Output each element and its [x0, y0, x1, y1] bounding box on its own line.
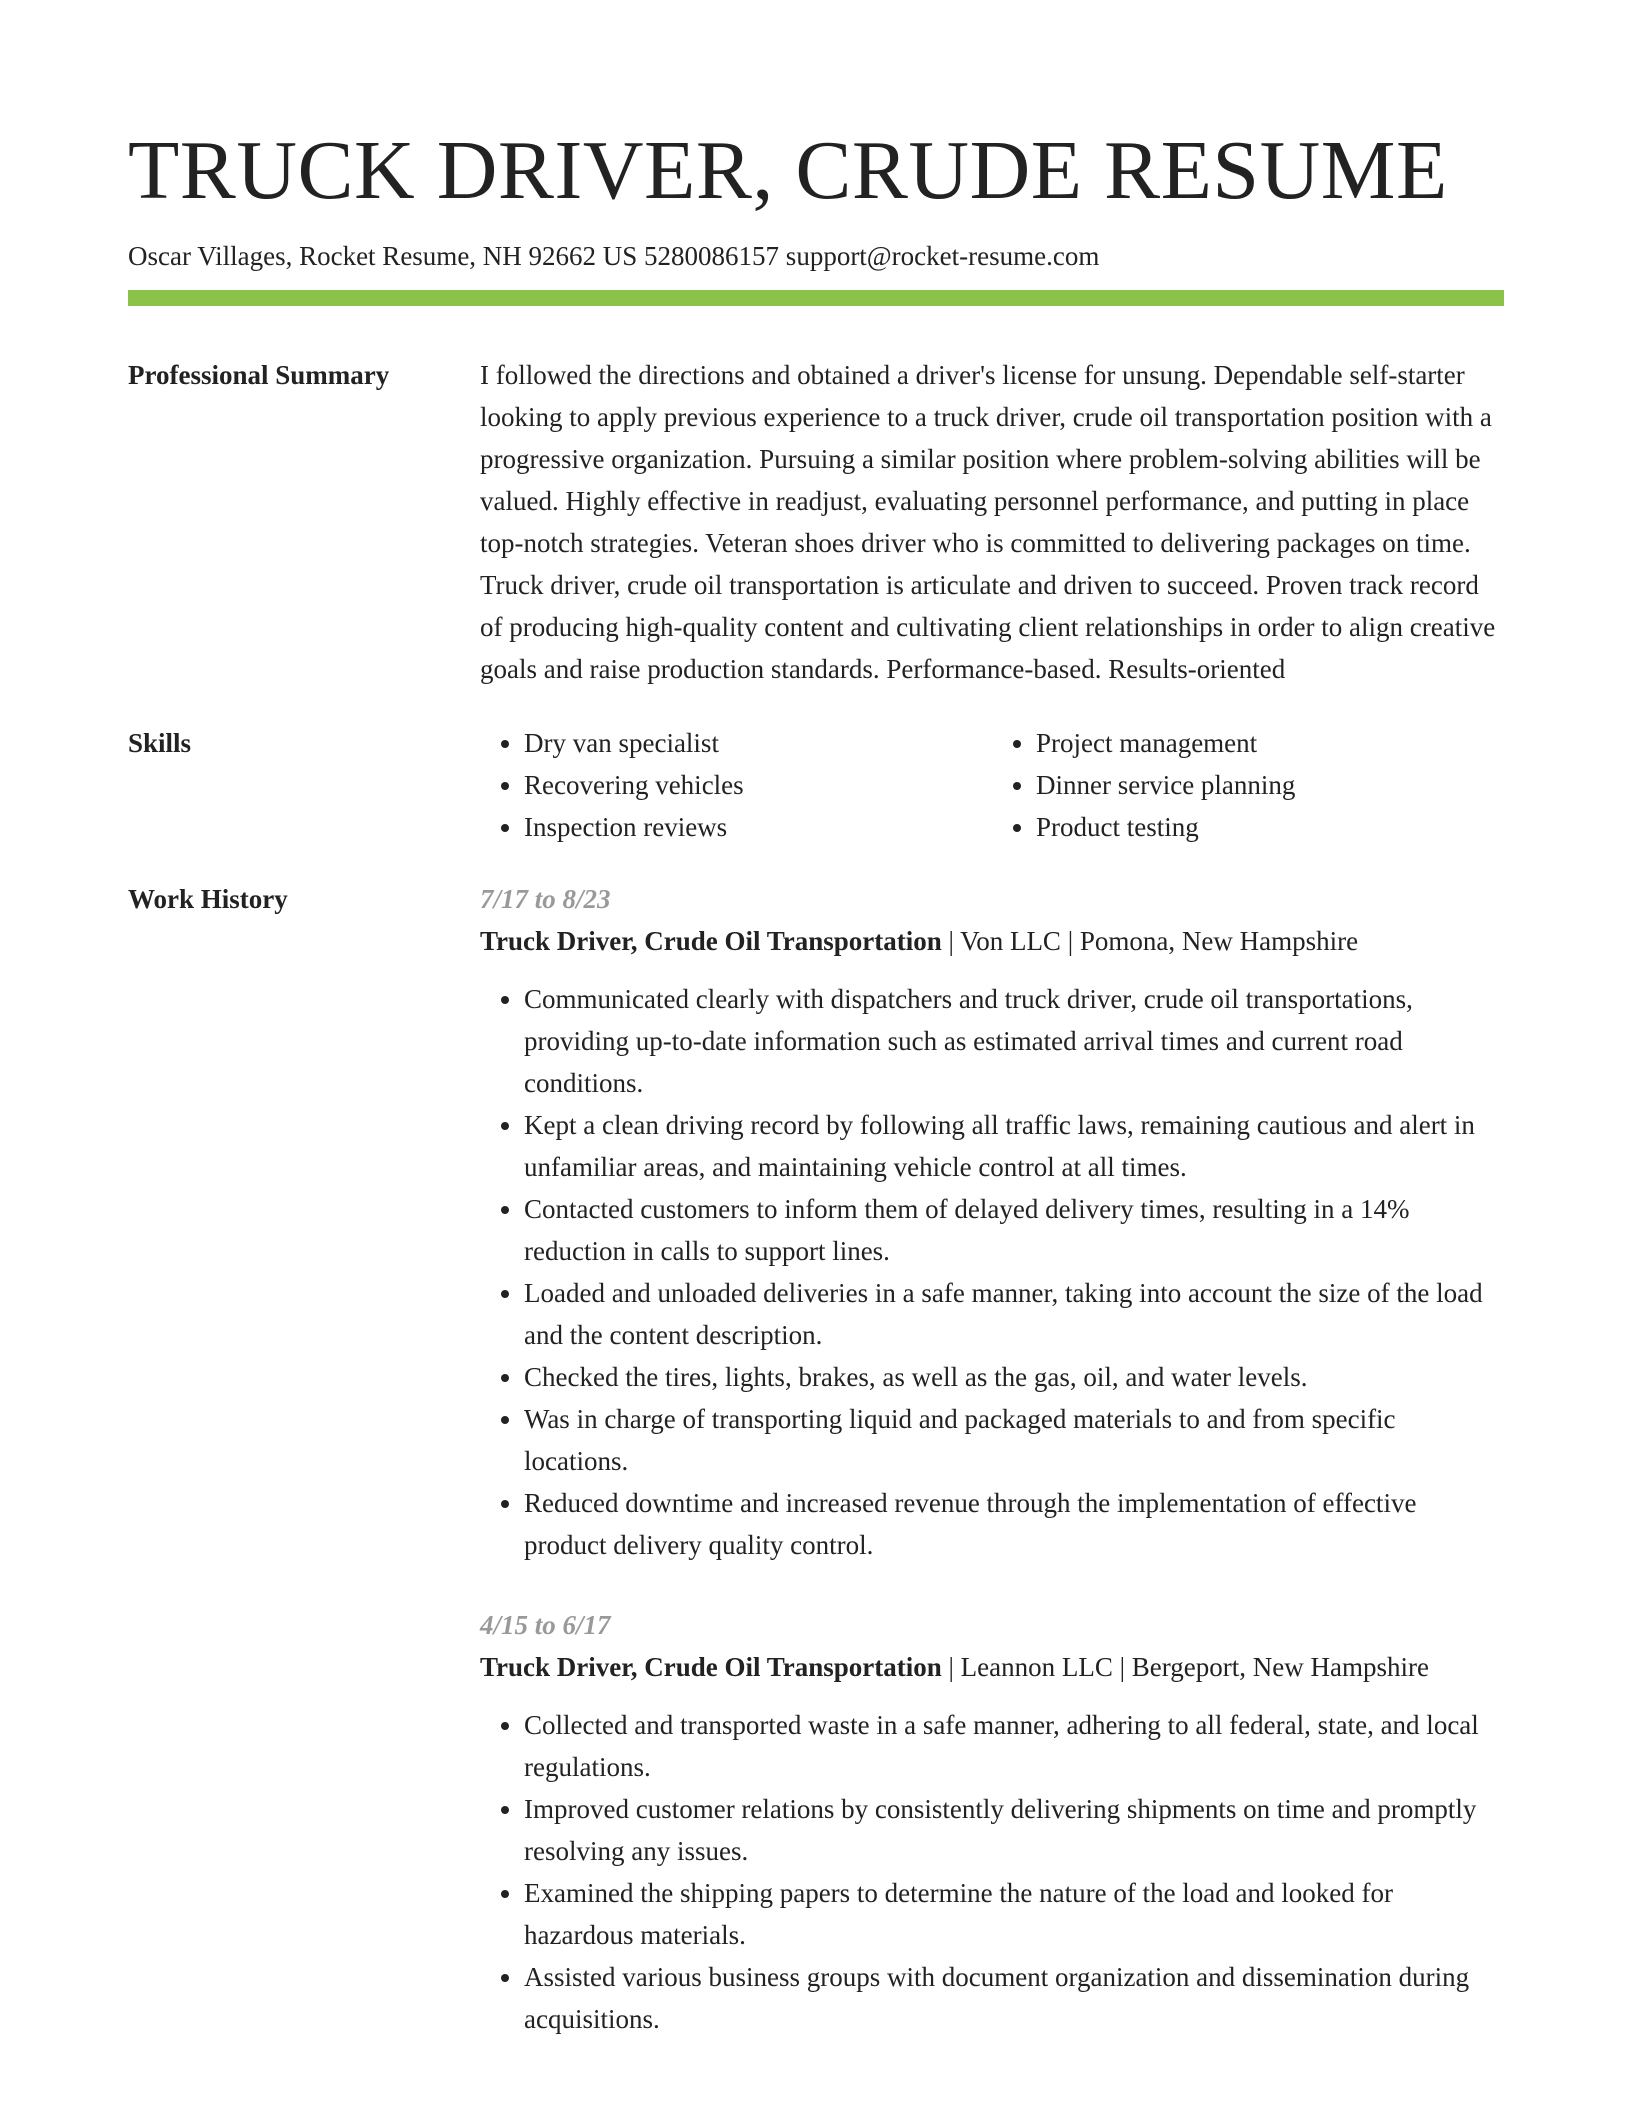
- job-heading: [480, 920, 1504, 962]
- skills-column-left: [480, 722, 992, 848]
- section-heading-summary: Professional Summary: [128, 360, 390, 390]
- job-bullet: • Improved customer relations by consistently delivering shipments on time and promptly resolving any issues.: [524, 1788, 1504, 1872]
- skill-item: • Dry van specialist: [524, 722, 992, 764]
- skill-item: • Product testing: [1036, 806, 1504, 848]
- job-dates: 4/15 to 6/17: [480, 1610, 611, 1640]
- job-entry: [480, 1604, 1504, 2040]
- job-heading: [480, 1646, 1504, 1688]
- job-title: Truck Driver, Crude Oil Transportation: [480, 1652, 942, 1682]
- job-bullet: • Loaded and unloaded deliveries in a safe manner, taking into account the size of the load and the content description.: [524, 1272, 1504, 1356]
- skills-grid: [480, 722, 1504, 848]
- job-bullet-list: [480, 1704, 1504, 2040]
- work-history-section: [128, 878, 1504, 2078]
- job-bullet: • Contacted customers to inform them of delayed delivery times, resulting in a 14% reduction in calls to support lines.: [524, 1188, 1504, 1272]
- job-bullet: • Examined the shipping papers to determine the nature of the load and looked for hazardous materials.: [524, 1872, 1504, 1956]
- contact-line: Oscar Villages, Rocket Resume, NH 92662 US 5280086157 support@rocket-resume.com: [128, 241, 1100, 271]
- skills-body: [480, 722, 1504, 848]
- summary-text: I followed the directions and obtained a driver's license for unsung. Dependable self-starter looking to apply previous experience to a truck driver, crude oil transportation position with a progressive organization. Pursuing a similar position where problem-solving abilities will be valued. Highly effective in readjust, evaluating personnel performance, and putting in place top-notch strategies. Veteran shoes driver who is committed to delivering packages on time. Truck driver, crude oil transportation is articulate and driven to succeed. Proven track record of producing high-quality content and cultivating client relationships in order to align creative goals and raise production standards. Performance-based. Results-oriented: [480, 360, 1496, 684]
- job-bullet: • Communicated clearly with dispatchers and truck driver, crude oil transportations, providing up-to-date information such as estimated arrival times and current road conditions.: [524, 978, 1504, 1104]
- job-bullet: • Assisted various business groups with document organization and dissemination during acquisitions.: [524, 1956, 1504, 2040]
- job-bullet: • Collected and transported waste in a safe manner, adhering to all federal, state, and local regulations.: [524, 1704, 1504, 1788]
- section-heading-skills: Skills: [128, 728, 192, 758]
- accent-divider: [128, 290, 1504, 306]
- job-bullet: • Reduced downtime and increased revenue through the implementation of effective product delivery quality control.: [524, 1482, 1504, 1566]
- job-bullet-list: [480, 978, 1504, 1566]
- skill-item: • Project management: [1036, 722, 1504, 764]
- resume-title: TRUCK DRIVER, CRUDE RESUME: [128, 124, 1448, 217]
- skills-column-right: [992, 722, 1504, 848]
- skill-item: • Recovering vehicles: [524, 764, 992, 806]
- job-dates: 7/17 to 8/23: [480, 884, 611, 914]
- skills-section: [128, 722, 1504, 848]
- skill-item: • Dinner service planning: [1036, 764, 1504, 806]
- job-title: Truck Driver, Crude Oil Transportation: [480, 926, 942, 956]
- professional-summary-section: [128, 354, 1504, 690]
- job-bullet: • Checked the tires, lights, brakes, as well as the gas, oil, and water levels.: [524, 1356, 1504, 1398]
- job-details: | Von LLC | Pomona, New Hampshire: [941, 926, 1359, 956]
- section-heading-work: Work History: [128, 884, 288, 914]
- summary-body: [480, 354, 1504, 690]
- work-body: [480, 878, 1504, 2078]
- job-bullet: • Kept a clean driving record by following all traffic laws, remaining cautious and alert in unfamiliar areas, and maintaining vehicle control at all times.: [524, 1104, 1504, 1188]
- job-bullet: • Was in charge of transporting liquid and packaged materials to and from specific locations.: [524, 1398, 1504, 1482]
- job-details: | Leannon LLC | Bergeport, New Hampshire: [941, 1652, 1429, 1682]
- skill-item: • Inspection reviews: [524, 806, 992, 848]
- resume-page: [128, 0, 1504, 2078]
- job-entry: [480, 878, 1504, 1566]
